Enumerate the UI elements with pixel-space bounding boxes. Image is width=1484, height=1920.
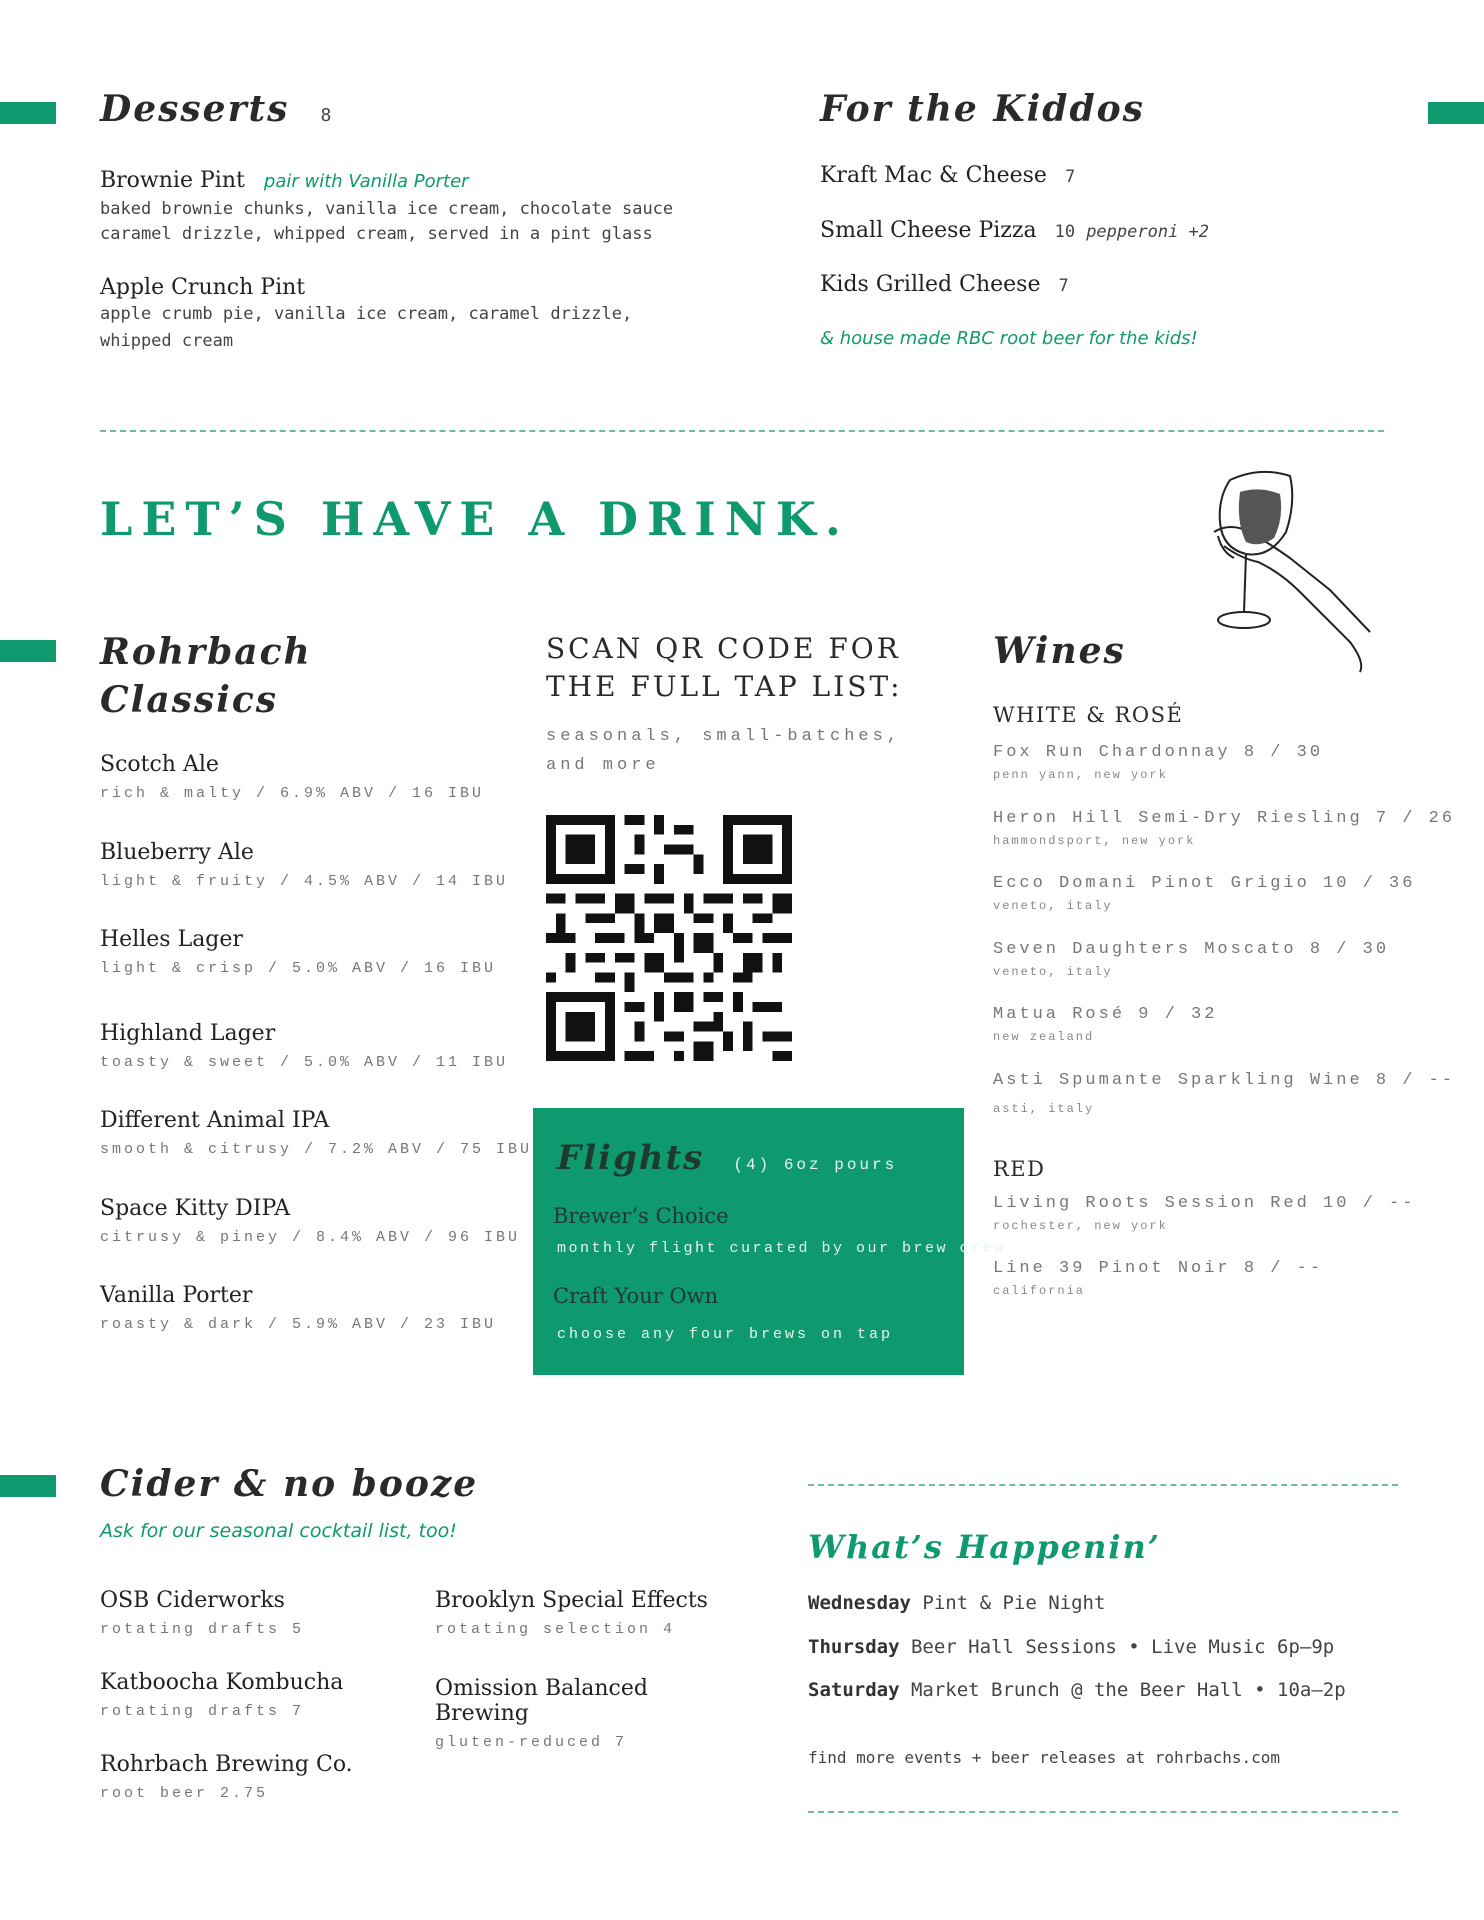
section-marker xyxy=(0,640,56,662)
section-marker xyxy=(0,1475,56,1497)
wine-item xyxy=(993,1071,1455,1116)
beer-desc: roasty & dark / 5.9% ABV / 23 IBU xyxy=(100,1316,497,1333)
qr-heading-line: THE FULL TAP LIST: xyxy=(546,670,903,703)
dessert-pairing-note: pair with Vanilla Porter xyxy=(263,171,469,192)
desserts-header xyxy=(100,88,331,130)
drink-name: Katboocha Kombucha xyxy=(100,1670,344,1695)
desserts-title: Desserts xyxy=(100,88,290,130)
flight-option-name: Brewer’s Choice xyxy=(553,1204,729,1228)
drink-item xyxy=(100,1670,343,1720)
beer-name: Different Animal IPA xyxy=(100,1108,330,1133)
kids-item xyxy=(820,163,1075,188)
classics-title-line: Classics xyxy=(100,679,279,721)
drink-desc: root beer 2.75 xyxy=(100,1785,269,1802)
flights-pours: (4) 6oz pours xyxy=(733,1156,898,1174)
event-text: Beer Hall Sessions • Live Music 6p–9p xyxy=(899,1636,1335,1658)
kids-item-name: Kids Grilled Cheese xyxy=(820,272,1041,297)
wine-region: california xyxy=(993,1284,1086,1298)
beer-name: Space Kitty DIPA xyxy=(100,1196,291,1221)
kids-item-extra: pepperoni +2 xyxy=(1086,222,1210,242)
dessert-desc: caramel drizzle, whipped cream, served in a pint glass xyxy=(100,224,653,244)
dessert-item xyxy=(100,275,632,354)
wine-name: Asti Spumante Sparkling Wine 8 / -- xyxy=(993,1071,1456,1090)
cider-note: Ask for our seasonal cocktail list, too! xyxy=(100,1520,457,1542)
flight-option-desc: choose any four brews on tap xyxy=(557,1326,894,1343)
event-day: Thursday xyxy=(808,1636,900,1658)
qr-heading xyxy=(546,630,903,706)
wine-name: Heron Hill Semi-Dry Riesling 7 / 26 xyxy=(993,809,1456,828)
qr-subtitle-line: seasonals, small-batches, xyxy=(546,727,902,746)
beer-name: Vanilla Porter xyxy=(100,1283,253,1308)
classics-title-line: Rohrbach xyxy=(100,631,312,673)
dessert-desc: whipped cream xyxy=(100,331,234,351)
wine-name: Ecco Domani Pinot Grigio 10 / 36 xyxy=(993,874,1416,893)
wine-region: rochester, new york xyxy=(993,1219,1168,1233)
beer-desc: light & fruity / 4.5% ABV / 14 IBU xyxy=(100,873,509,890)
wine-item xyxy=(993,1005,1217,1044)
flight-option-desc: monthly flight curated by our brew crew xyxy=(557,1240,1006,1257)
kids-item-name: Small Cheese Pizza xyxy=(820,218,1037,243)
wine-region: new zealand xyxy=(993,1030,1095,1044)
beer-item xyxy=(100,927,496,977)
kids-item-price: 10 xyxy=(1054,222,1076,242)
wine-item xyxy=(993,1194,1415,1233)
divider xyxy=(808,1811,1398,1813)
qr-subtitle xyxy=(546,722,901,780)
wine-glass-hand-illustration xyxy=(1200,462,1390,682)
wine-region: asti, italy xyxy=(993,1102,1095,1116)
drink-name: Brooklyn Special Effects xyxy=(435,1588,708,1613)
section-marker xyxy=(1428,102,1484,124)
beer-item xyxy=(100,1283,496,1333)
flights-box xyxy=(533,1108,1006,1375)
wines-red-heading: RED xyxy=(993,1157,1046,1181)
drink-item xyxy=(100,1588,304,1638)
drink-desc: rotating selection 4 xyxy=(435,1621,676,1638)
qr-heading-line: SCAN QR CODE FOR xyxy=(546,632,901,665)
wine-region: penn yann, new york xyxy=(993,768,1168,782)
wine-item xyxy=(993,874,1415,913)
beer-item xyxy=(100,752,484,802)
event-day: Wednesday xyxy=(808,1592,911,1614)
beer-item xyxy=(100,1021,508,1071)
event-text: Market Brunch @ the Beer Hall • 10a–2p xyxy=(899,1679,1346,1701)
event-text: Pint & Pie Night xyxy=(910,1592,1106,1614)
wine-name: Line 39 Pinot Noir 8 / -- xyxy=(993,1259,1324,1278)
wine-name: Living Roots Session Red 10 / -- xyxy=(993,1194,1416,1213)
wine-region: hammondsport, new york xyxy=(993,834,1196,848)
qr-code[interactable] xyxy=(546,815,792,1061)
kids-item xyxy=(820,218,1209,243)
beer-desc: rich & malty / 6.9% ABV / 16 IBU xyxy=(100,785,485,802)
cider-title: Cider & no booze xyxy=(100,1463,479,1505)
kids-item-name: Kraft Mac & Cheese xyxy=(820,163,1047,188)
drink-name: Omission Balanced xyxy=(435,1676,648,1701)
drink-name: Rohrbach Brewing Co. xyxy=(100,1752,353,1777)
drink-name: OSB Ciderworks xyxy=(100,1588,285,1613)
dessert-desc: baked brownie chunks, vanilla ice cream, chocolate sauce xyxy=(100,199,674,219)
event-item xyxy=(808,1592,1105,1614)
beer-item xyxy=(100,840,508,890)
divider xyxy=(100,430,1384,432)
beer-item xyxy=(100,1196,520,1246)
beer-item xyxy=(100,1108,532,1158)
wine-item xyxy=(993,809,1455,848)
drink-item xyxy=(100,1752,353,1802)
flights-header xyxy=(557,1138,897,1178)
beer-desc: light & crisp / 5.0% ABV / 16 IBU xyxy=(100,960,497,977)
beer-desc: citrusy & piney / 8.4% ABV / 96 IBU xyxy=(100,1229,521,1246)
flight-option-name: Craft Your Own xyxy=(553,1284,719,1308)
divider xyxy=(808,1484,1398,1486)
events-footer-link[interactable]: find more events + beer releases at rohrbachs.com xyxy=(808,1748,1281,1767)
desserts-price: 8 xyxy=(320,105,332,126)
drink-heading: LET’S HAVE A DRINK. xyxy=(100,492,850,546)
drink-desc: gluten-reduced 7 xyxy=(435,1734,628,1751)
dessert-name: Brownie Pint xyxy=(100,168,245,193)
dessert-name: Apple Crunch Pint xyxy=(100,275,306,300)
wine-item xyxy=(993,940,1389,979)
kids-item-price: 7 xyxy=(1064,167,1076,187)
drink-desc: rotating drafts 5 xyxy=(100,1621,305,1638)
beer-name: Highland Lager xyxy=(100,1021,276,1046)
kids-title: For the Kiddos xyxy=(820,88,1145,130)
wine-region: veneto, italy xyxy=(993,965,1113,979)
section-marker xyxy=(0,102,56,124)
wine-name: Matua Rosé 9 / 32 xyxy=(993,1005,1218,1024)
dessert-desc: apple crumb pie, vanilla ice cream, caramel drizzle, xyxy=(100,304,633,324)
beer-name: Blueberry Ale xyxy=(100,840,254,865)
flights-title: Flights xyxy=(557,1138,705,1178)
beer-name: Scotch Ale xyxy=(100,752,219,777)
drink-desc: rotating drafts 7 xyxy=(100,1703,305,1720)
wine-region: veneto, italy xyxy=(993,899,1113,913)
wine-name: Seven Daughters Moscato 8 / 30 xyxy=(993,940,1390,959)
kids-item xyxy=(820,272,1069,297)
event-day: Saturday xyxy=(808,1679,900,1701)
wine-item xyxy=(993,1259,1323,1298)
wines-title: Wines xyxy=(993,630,1126,672)
kids-note: & house made RBC root beer for the kids! xyxy=(820,328,1198,349)
events-title: What’s Happenin’ xyxy=(808,1528,1161,1566)
qr-subtitle-line: and more xyxy=(546,756,660,775)
dessert-item xyxy=(100,168,673,247)
wine-item xyxy=(993,743,1323,782)
kids-item-price: 7 xyxy=(1058,276,1069,296)
beer-name: Helles Lager xyxy=(100,927,243,952)
wine-name: Fox Run Chardonnay 8 / 30 xyxy=(993,743,1324,762)
beer-desc: toasty & sweet / 5.0% ABV / 11 IBU xyxy=(100,1054,509,1071)
classics-title xyxy=(100,628,312,724)
drink-item xyxy=(435,1676,648,1751)
event-item xyxy=(808,1679,1346,1701)
event-item xyxy=(808,1636,1334,1658)
drink-name: Brewing xyxy=(435,1701,529,1726)
wines-white-heading: WHITE & ROSÉ xyxy=(993,703,1184,727)
beer-desc: smooth & citrusy / 7.2% ABV / 75 IBU xyxy=(100,1141,533,1158)
drink-item xyxy=(435,1588,708,1638)
